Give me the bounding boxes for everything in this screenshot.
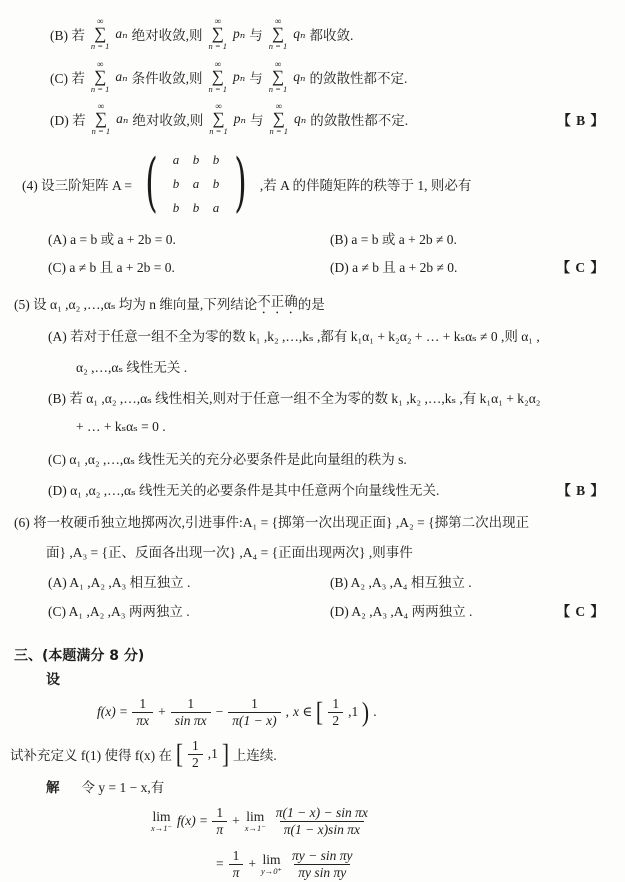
question-text: 的是 [297, 297, 325, 312]
task-statement [0, 734, 625, 774]
sum-lower-limit: n = 1 [208, 84, 227, 95]
option-label-text: (C) 若 [50, 71, 85, 86]
sigma-icon: ∑ [211, 67, 224, 87]
sum-icon [208, 60, 227, 94]
lim-text: lim [152, 809, 171, 824]
task-text: 上连续. [232, 748, 277, 763]
sum-icon [269, 60, 288, 94]
plus-sign: + [232, 813, 240, 828]
question-text: 面} ,A₃ = {正、反面各出现一次} ,A₄ = {正面出现两次} ,则事件 [46, 545, 413, 560]
option-text: + … + kₛαₛ = 0 . [76, 419, 166, 434]
option-text: (C) α₁ ,α₂ ,…,αₛ 线性无关的充分必要条件是此向量组的秩为 s. [48, 451, 407, 467]
right-bracket: ] [221, 738, 229, 769]
question-text: (5) 设 α₁ ,α₂ ,…,αₛ 均为 n 维向量,下列结论 [14, 297, 258, 312]
fraction [132, 696, 153, 728]
equals-sign: = [216, 856, 224, 871]
option-text: α₂ ,…,αₛ 线性无关 . [76, 360, 188, 375]
sum-upper-limit: ∞ [97, 101, 105, 112]
matrix-cell: a [212, 200, 220, 215]
fx-symbol: f(x) [177, 813, 196, 828]
domain-text: x ∈ [293, 704, 313, 719]
section3-lead [0, 668, 625, 690]
sum-icon [91, 60, 110, 94]
fraction [229, 848, 244, 880]
option-d: (D) a ≠ b 且 a + 2b ≠ 0. [330, 260, 458, 275]
fx-symbol: f(x) [97, 704, 116, 719]
interval-text: ,1 [348, 704, 359, 719]
option-text: (B) 若 α₁ ,α₂ ,…,αₛ 线性相关,则对于任意一组不全为零的数 k₁ ,k₂ ,…,kₛ ,有 k₁α₁ + k₂α₂ [48, 390, 541, 406]
numerator: 1 [187, 695, 195, 711]
option-a: (A) a = b 或 a + 2b = 0. [48, 232, 176, 247]
sigma-icon: ∑ [271, 24, 285, 44]
option-b: (B) a = b 或 a + 2b ≠ 0. [330, 232, 457, 247]
matrix-cell: b [172, 200, 180, 215]
matrix-cell: a [172, 152, 180, 167]
left-bracket: [ [175, 738, 184, 769]
sum-lower-limit: n = 1 [268, 84, 288, 95]
limit-operator [151, 810, 172, 832]
question5-option-c [0, 442, 625, 473]
matrix-right-paren: ) [234, 146, 247, 221]
series-term: qₙ [293, 111, 307, 126]
numerator: 1 [216, 804, 224, 820]
sigma-icon: ∑ [94, 24, 107, 44]
denominator: π(1 − x) [228, 712, 280, 729]
limit-equation-1 [0, 798, 625, 844]
fraction [272, 805, 372, 837]
fraction [228, 696, 280, 728]
question4-options-row2 [0, 252, 625, 280]
sigma-icon: ∑ [212, 109, 225, 129]
series-term: pₙ [232, 69, 246, 84]
option-a: (A) A₁ ,A₂ ,A₃ 相互独立 . [48, 574, 191, 590]
sum-lower-limit: n = 1 [90, 84, 110, 95]
task-text: 试补充定义 f(1) 使得 f(x) 在 [10, 748, 172, 763]
lead-text: 设 [46, 672, 60, 688]
question3-option-b [0, 12, 625, 56]
solve-text: 令 y = 1 − x,有 [81, 780, 165, 795]
question5-option-b-line2 [0, 412, 625, 442]
option-text: 的敛散性都不定. [310, 113, 409, 128]
sum-icon [91, 17, 110, 51]
sigma-icon: ∑ [211, 24, 224, 44]
sum-icon [269, 17, 288, 51]
numerator: 1 [251, 695, 258, 711]
sum-upper-limit: ∞ [96, 59, 104, 70]
answer-marker-q3: 【 B 】 [557, 113, 605, 128]
solution-start [0, 774, 625, 798]
option-text: 与 [249, 28, 263, 43]
series-term: aₙ [115, 26, 128, 41]
sum-upper-limit: ∞ [275, 101, 282, 112]
sum-upper-limit: ∞ [215, 101, 222, 112]
numerator: 1 [191, 737, 199, 753]
question3-option-d [0, 98, 625, 140]
lim-subscript: x→1⁻ [151, 822, 173, 833]
numerator: 1 [139, 695, 147, 711]
option-text: (A) 若对于任意一组不全为零的数 k₁ ,k₂ ,…,kₛ ,都有 k₁α₁ + k₂α₂ + … + kₛαₛ ≠ 0 ,则 α₁ , [48, 328, 540, 344]
equals-sign: = [119, 704, 128, 719]
option-label-text: (D) 若 [50, 113, 86, 128]
plus-sign: + [158, 704, 166, 719]
sum-upper-limit: ∞ [214, 16, 221, 27]
matrix-cell: a [192, 176, 200, 191]
series-term: aₙ [115, 69, 128, 84]
sum-lower-limit: n = 1 [269, 126, 288, 137]
sigma-icon: ∑ [94, 67, 107, 87]
sum-icon [269, 102, 288, 136]
interval-text: ,1 [207, 746, 218, 761]
question4-stem [0, 144, 625, 224]
option-d: (D) A₂ ,A₃ ,A₄ 两两独立 . [330, 603, 473, 619]
question-text: ,若 A 的伴随矩阵的秩等于 1, 则必有 [259, 178, 472, 193]
question3-option-c [0, 56, 625, 98]
question6-stem-line2 [0, 536, 625, 566]
sum-upper-limit: ∞ [96, 16, 104, 27]
option-text: 的敛散性都不定. [309, 71, 408, 86]
option-text: 绝对收敛,则 [131, 28, 203, 43]
fraction [171, 696, 211, 728]
matrix-cell: b [192, 152, 200, 167]
option-c: (C) A₁ ,A₂ ,A₃ 两两独立 . [48, 603, 190, 619]
question5-stem [0, 288, 625, 318]
sum-icon [208, 17, 227, 51]
answer-marker-q6: 【 C 】 [556, 603, 605, 619]
matrix-cell: b [212, 152, 220, 167]
limit-operator [245, 810, 266, 832]
sum-icon [209, 102, 228, 136]
fraction-one-half [188, 738, 203, 770]
period: . [373, 704, 377, 719]
question5-option-a-line1 [0, 318, 625, 351]
series-term: pₙ [232, 26, 246, 41]
sum-lower-limit: n = 1 [90, 41, 110, 52]
question4-options-row1 [0, 224, 625, 252]
plus-sign: + [248, 856, 257, 871]
right-paren: ) [362, 696, 370, 727]
question6-options-row1 [0, 566, 625, 595]
numerator: πy − sin πy [292, 847, 353, 863]
sum-lower-limit: n = 1 [268, 41, 288, 52]
sigma-icon: ∑ [94, 109, 107, 129]
solve-label: 解 [46, 780, 60, 796]
numerator: 1 [232, 847, 240, 863]
question-text: (6) 将一枚硬币独立地掷两次,引进事件:A₁ = {掷第一次出现正面} ,A₂ = {掷第二次出现正 [14, 515, 530, 530]
option-text: 都收敛. [309, 28, 354, 43]
sum-lower-limit: n = 1 [208, 41, 227, 52]
question6-options-row2 [0, 595, 625, 624]
denominator: sin πx [171, 712, 211, 729]
lim-text: lim [246, 809, 265, 824]
section-heading-text: 三、(本题满分 8 分) [14, 648, 145, 664]
sum-upper-limit: ∞ [274, 16, 282, 27]
lim-text: lim [262, 852, 281, 867]
answer-marker-q4: 【 C 】 [556, 260, 605, 275]
question5-option-d [0, 473, 625, 504]
matrix-left-paren: ( [145, 146, 158, 221]
lim-subscript: y→0⁺ [261, 865, 283, 876]
sum-upper-limit: ∞ [214, 59, 221, 70]
denominator: πy sin πy [294, 864, 350, 881]
numerator: π(1 − x) − sin πx [275, 804, 368, 820]
section3-heading [0, 642, 625, 668]
lim-subscript: x→1⁻ [244, 822, 266, 833]
option-text: 条件收敛,则 [131, 71, 203, 86]
matrix-entries [166, 152, 226, 216]
fraction-one-half [328, 696, 343, 728]
denominator: π(1 − x)sin πx [280, 821, 364, 838]
sum-lower-limit: n = 1 [209, 126, 228, 137]
matrix-cell: b [212, 176, 220, 191]
sum-lower-limit: n = 1 [91, 126, 111, 137]
matrix-cell: b [172, 176, 180, 191]
left-bracket: [ [316, 696, 324, 727]
emphasized-text: 不正确 [257, 293, 298, 309]
option-text: (D) α₁ ,α₂ ,…,αₛ 线性无关的必要条件是其中任意两个向量线性无关. [48, 482, 440, 498]
option-c: (C) a ≠ b 且 a + 2b = 0. [48, 260, 175, 275]
limit-operator [261, 853, 282, 875]
matrix [139, 146, 253, 221]
sum-icon [92, 102, 111, 136]
option-text: 绝对收敛,则 [132, 113, 204, 128]
series-term: pₙ [233, 111, 246, 126]
answer-marker-q5: 【 B 】 [557, 482, 605, 498]
denominator: 2 [188, 754, 203, 771]
equals-sign: = [199, 813, 208, 828]
sigma-icon: ∑ [272, 109, 285, 129]
option-text: 与 [249, 71, 263, 86]
option-label-text: (B) 若 [50, 28, 85, 43]
fraction [212, 805, 227, 837]
sigma-icon: ∑ [271, 67, 285, 87]
series-term: aₙ [116, 111, 129, 126]
function-definition-formula [0, 690, 625, 734]
question5-option-a-line2 [0, 351, 625, 381]
minus-sign: − [215, 704, 224, 719]
denominator: π [212, 821, 227, 838]
option-text: 与 [249, 113, 264, 128]
numerator: 1 [332, 695, 340, 711]
question6-stem-line1 [0, 506, 625, 536]
denominator: 2 [328, 712, 343, 729]
comma: , [285, 704, 289, 719]
question5-option-b-line1 [0, 381, 625, 412]
matrix-cell: b [192, 200, 200, 215]
question-text: (4) 设三阶矩阵 A = [22, 178, 132, 193]
sum-upper-limit: ∞ [274, 59, 282, 70]
fraction [288, 848, 357, 880]
denominator: πx [132, 712, 153, 729]
option-b: (B) A₂ ,A₃ ,A₄ 相互独立 . [330, 574, 472, 590]
series-term: qₙ [293, 26, 306, 41]
series-term: qₙ [293, 69, 306, 84]
denominator: π [229, 864, 244, 881]
limit-equation-2 [0, 844, 625, 882]
